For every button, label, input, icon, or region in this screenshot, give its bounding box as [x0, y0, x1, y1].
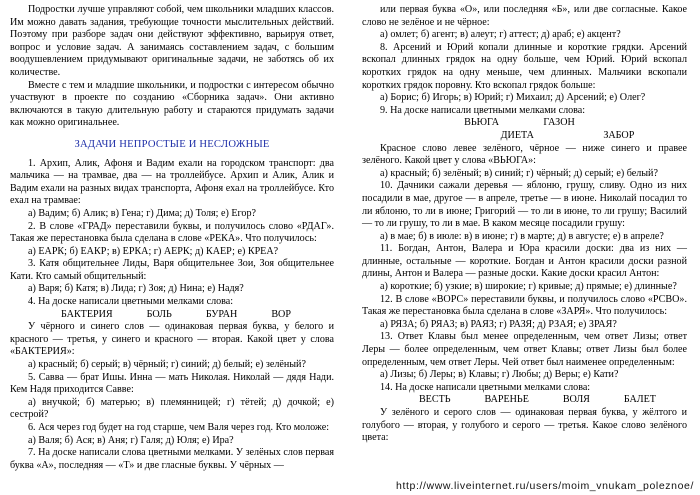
- problem-1: 1. Архип, Алик, Афоня и Вадим ехали на городском транспорт: два мальчика — на трамвае, два — на троллейбусе. Архип и Алик, Алик и Вадим ехали на разных видах транспорта, Афоня ехал на троллейбусе. Кто ехал на трамвае:: [10, 157, 334, 207]
- source-url-watermark: http://www.liveinternet.ru/users/moim_vnukam_poleznoe/: [396, 480, 694, 492]
- word: ВОР: [271, 308, 291, 320]
- problem-2: 2. В слове «ГРАД» переставили буквы, и получилось слово «РДАГ». Такая же перестановка была сделана в слове «РЕКА». Что получилось:: [10, 220, 334, 245]
- word: ВАРЕНЬЕ: [484, 394, 529, 406]
- answers-5: а) внучкой; б) матерью; в) племянницей; г) тётей; д) дочкой; е) сестрой?: [10, 396, 334, 421]
- problem-4-text: У чёрного и синего слов — одинаковая первая буква, у белого и красного — третья, у синего и красного — вторая. Какой цвет у слова «БАКТЕРИЯ»:: [10, 321, 334, 358]
- word: БУРАН: [205, 308, 238, 320]
- word: БОЛЬ: [146, 308, 172, 320]
- word-list-9-row1: [362, 117, 687, 130]
- word: ДИЕТА: [500, 129, 534, 141]
- answers-6: а) Валя; б) Ася; в) Аня; г) Галя; д) Юля; е) Ира?: [28, 434, 234, 446]
- intro-paragraph-1: Подростки лучше управляют собой, чем школьники младших классов. Им можно давать задания, требующие точности мыслительных действий. Поэтому при разборе задач они действуют эффективно, варьируя ответ, вопрос и условие задач. А занимаясь составлением задач, с большим воодушевлением придумывают оригинальные задачи, не заботясь об их количестве.: [10, 4, 334, 78]
- word-list-14: [362, 394, 687, 407]
- left-column: [10, 4, 334, 472]
- answers-12: а) РЯЗА; б) РЯАЗ; в) РАЯЗ; г) РАЗЯ; д) РЗАЯ; е) ЗРАЯ?: [380, 318, 617, 330]
- problem-11: 11. Богдан, Антон, Валера и Юра красили доски: два из них — длинные, остальные — короткие. Богдан и Антон красили доски разной длины, Антон и Валера — разные доски. Какие доски красил Антон:: [362, 243, 687, 280]
- answers-13: а) Лизы; б) Леры; в) Клавы; г) Любы; д) Веры; е) Кати?: [380, 369, 619, 381]
- problem-9: 9. На доске написали цветными мелками слова:: [380, 104, 586, 116]
- answers-2: а) ЕАРК; б) ЕАКР; в) ЕРКА; г) АЕРК; д) КАЕР; е) КРЕА?: [28, 245, 279, 257]
- word: ГАЗОН: [543, 117, 575, 129]
- answers-8: а) Борис; б) Игорь; в) Юрий; г) Михаил; д) Арсений; е) Олег?: [380, 92, 646, 104]
- problem-6: 6. Ася через год будет на год старше, чем Валя через год. Кто моложе:: [28, 422, 330, 433]
- answers-1: а) Вадим; б) Алик; в) Гена; г) Дима; д) Толя; е) Егор?: [28, 207, 256, 219]
- word: ЗАБОР: [603, 129, 635, 141]
- problem-12: 12. В слове «ВОРС» переставили буквы, и получилось слово «РСВО». Такая же перестановка была сделана в слове «ЗАРЯ». Что получилось:: [362, 293, 687, 318]
- problem-8: 8. Арсений и Юрий копали длинные и короткие грядки. Арсений вскопал длинных грядок на одну больше, чем Юрий. Юрий вскопал коротких грядок на одну меньше, чем длинных. Мальчики вскопали коротких грядок поровну. Кто вскопал грядок больше:: [362, 41, 687, 91]
- problem-4: 4. На доске написали цветными мелками слова:: [28, 296, 234, 308]
- answers-11: а) короткие; б) узкие; в) широкие; г) кривые; д) прямые; е) длинные?: [380, 281, 677, 293]
- problem-14-text: У зелёного и серого слов — одинаковая первая буква, у жёлтого и голубого — вторая, у голубого и серого — третья. Какое слово зелёного цвета:: [362, 407, 687, 444]
- answers-7: а) омлет; б) агент; в) алеут; г) аттест; д) араб; е) акцент?: [380, 29, 621, 41]
- problem-5: 5. Савва — брат Ишы. Инна — мать Николая. Николай — дядя Нади. Кем Надя приходится Савве:: [10, 371, 334, 396]
- word-list-9-row2: [362, 130, 687, 143]
- word: ВЕСТЬ: [418, 394, 451, 406]
- word-list-4: [10, 309, 334, 322]
- intro-paragraph-2: Вместе с тем и младшие школьники, и подростки с интересом обычно участвуют в проекте по созданию «Сборника задач». Они активно включаются в такую длительную работу и стараются придумать задачи как можно оригинальнее.: [10, 79, 334, 129]
- word: БАКТЕРИЯ: [61, 308, 113, 320]
- answers-10: а) в мае; б) в июле: в) в июне; г) в марте; д) в августе; е) в апреле?: [380, 230, 664, 242]
- answers-4: а) красный; б) серый; в) чёрный; г) синий; д) белый; е) зелёный?: [28, 359, 306, 371]
- word: БАЛЕТ: [623, 394, 656, 406]
- problem-14: 14. На доске написали цветными мелками слова:: [380, 381, 591, 393]
- problem-7-cont: или первая буква «О», или последняя «Б», или две согласные. Какое слово не зелёное и не чёрное:: [362, 4, 687, 28]
- answers-3: а) Варя; б) Катя; в) Лида; г) Зоя; д) Нина; е) Надя?: [28, 283, 244, 295]
- problem-10: 10. Дачники сажали деревья — яблоню, грушу, сливу. Одно из них посадили в мае, другое — в апреле, третье — в июне. Николай посадил то ли яблоню, то ли в июне; Григорий — то ли в июне, то ли грушу; Василий — то ли грушу, то ли в мае. В каком месяце посадили грушу:: [362, 180, 687, 230]
- word: ВОЛЯ: [562, 394, 590, 406]
- problem-9-text: Красное слово левее зелёного, чёрное — ниже синего и правее зелёного. Какой цвет у слова «ВЬЮГА»:: [362, 142, 687, 167]
- section-title: ЗАДАЧИ НЕПРОСТЫЕ И НЕСЛОЖНЫЕ: [74, 138, 270, 150]
- problem-13: 13. Ответ Клавы был менее определенным, чем ответ Лизы; ответ Леры — более определенным, чем ответ Клавы; ответ Лизы был более определенным, чем ответ Леры. Чей ответ был наименее определенным:: [362, 331, 687, 368]
- problem-3: 3. Катя общительнее Лиды, Варя общительнее Зои, Зоя общительнее Кати. Кто самый общительный:: [10, 258, 334, 282]
- answers-9: а) красный; б) зелёный; в) синий; г) чёрный; д) серый; е) белый?: [380, 167, 658, 179]
- word: ВЬЮГА: [464, 117, 500, 129]
- problem-7: 7. На доске написали слова цветными мелками. У зелёных слов первая буква «А», последняя — «Т» и две гласные буквы. У чёрных —: [10, 447, 334, 471]
- right-column: [362, 4, 687, 445]
